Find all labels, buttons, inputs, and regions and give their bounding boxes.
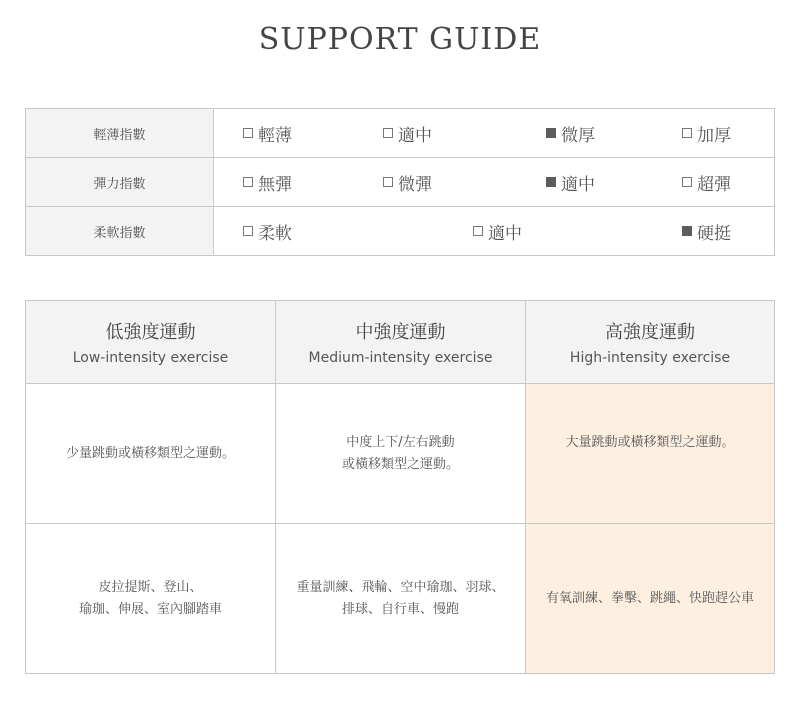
checkbox-empty-icon xyxy=(383,128,393,138)
option-label: 適中 xyxy=(561,174,595,195)
checkbox-empty-icon xyxy=(243,128,253,138)
examples-cell xyxy=(526,524,774,673)
checkbox-empty-icon xyxy=(682,128,692,138)
index-label: 柔軟指數 xyxy=(26,207,214,255)
intensity-column-low xyxy=(26,301,276,673)
option-item[interactable] xyxy=(383,109,432,157)
checkbox-empty-icon xyxy=(383,177,393,187)
description-line: 或橫移類型之運動。 xyxy=(341,457,459,472)
option-label: 硬挺 xyxy=(697,223,731,244)
option-label: 無彈 xyxy=(258,174,292,195)
intensity-table xyxy=(25,300,775,674)
option-item[interactable] xyxy=(546,109,595,157)
option-item[interactable] xyxy=(473,207,522,255)
checkbox-filled-icon xyxy=(682,226,692,236)
option-label: 適中 xyxy=(398,125,432,146)
checkbox-empty-icon xyxy=(243,226,253,236)
index-row-thickness xyxy=(26,109,774,158)
option-label: 微彈 xyxy=(398,174,432,195)
page-title: SUPPORT GUIDE xyxy=(258,22,542,57)
option-label: 輕薄 xyxy=(258,125,292,146)
checkbox-empty-icon xyxy=(473,226,483,236)
column-title-zh: 中強度運動 xyxy=(355,322,446,343)
checkbox-empty-icon xyxy=(682,177,692,187)
option-label: 加厚 xyxy=(697,125,731,146)
examples-line: 排球、自行車、慢跑 xyxy=(341,601,459,617)
option-label: 柔軟 xyxy=(258,223,292,244)
examples-line: 重量訓練、飛輪、空中瑜珈、羽球、 xyxy=(296,579,505,595)
option-item[interactable] xyxy=(682,158,731,206)
checkbox-empty-icon xyxy=(243,177,253,187)
description-line: 少量跳動或橫移類型之運動。 xyxy=(65,445,235,461)
description-cell xyxy=(26,384,275,524)
description-line: 中度上下/左右跳動 xyxy=(346,435,455,450)
column-title-zh: 低強度運動 xyxy=(105,322,196,343)
examples-cell xyxy=(276,524,525,673)
examples-line: 皮拉提斯、登山、 xyxy=(98,579,203,595)
index-label: 彈力指數 xyxy=(26,158,214,206)
option-item[interactable] xyxy=(682,109,731,157)
option-label: 超彈 xyxy=(697,174,731,195)
column-title-en: Low-intensity exercise xyxy=(72,350,229,366)
description-cell xyxy=(276,384,525,524)
option-item[interactable] xyxy=(243,158,292,206)
column-title-en: Medium-intensity exercise xyxy=(308,350,493,366)
option-item[interactable] xyxy=(546,158,595,206)
index-label: 輕薄指數 xyxy=(26,109,214,157)
index-row-elasticity xyxy=(26,158,774,207)
checkbox-filled-icon xyxy=(546,177,556,187)
option-label: 適中 xyxy=(488,223,522,244)
option-item[interactable] xyxy=(682,207,731,255)
option-label: 微厚 xyxy=(561,125,595,146)
examples-line: 瑜珈、伸展、室內腳踏車 xyxy=(78,601,222,617)
column-header xyxy=(276,301,525,384)
examples-line: 有氧訓練、拳擊、跳繩、快跑趕公車 xyxy=(545,590,754,606)
description-line: 大量跳動或橫移類型之運動。 xyxy=(565,435,735,450)
index-row-softness xyxy=(26,207,774,255)
option-item[interactable] xyxy=(243,109,292,157)
option-item[interactable] xyxy=(383,158,432,206)
intensity-column-high xyxy=(526,301,774,673)
column-header xyxy=(526,301,774,384)
option-item[interactable] xyxy=(243,207,292,255)
index-table xyxy=(25,108,775,256)
column-title-en: High-intensity exercise xyxy=(569,350,731,366)
intensity-column-medium xyxy=(276,301,526,673)
checkbox-filled-icon xyxy=(546,128,556,138)
column-title-zh: 高強度運動 xyxy=(605,322,695,343)
description-cell xyxy=(526,384,774,524)
column-header xyxy=(26,301,275,384)
examples-cell xyxy=(26,524,275,673)
